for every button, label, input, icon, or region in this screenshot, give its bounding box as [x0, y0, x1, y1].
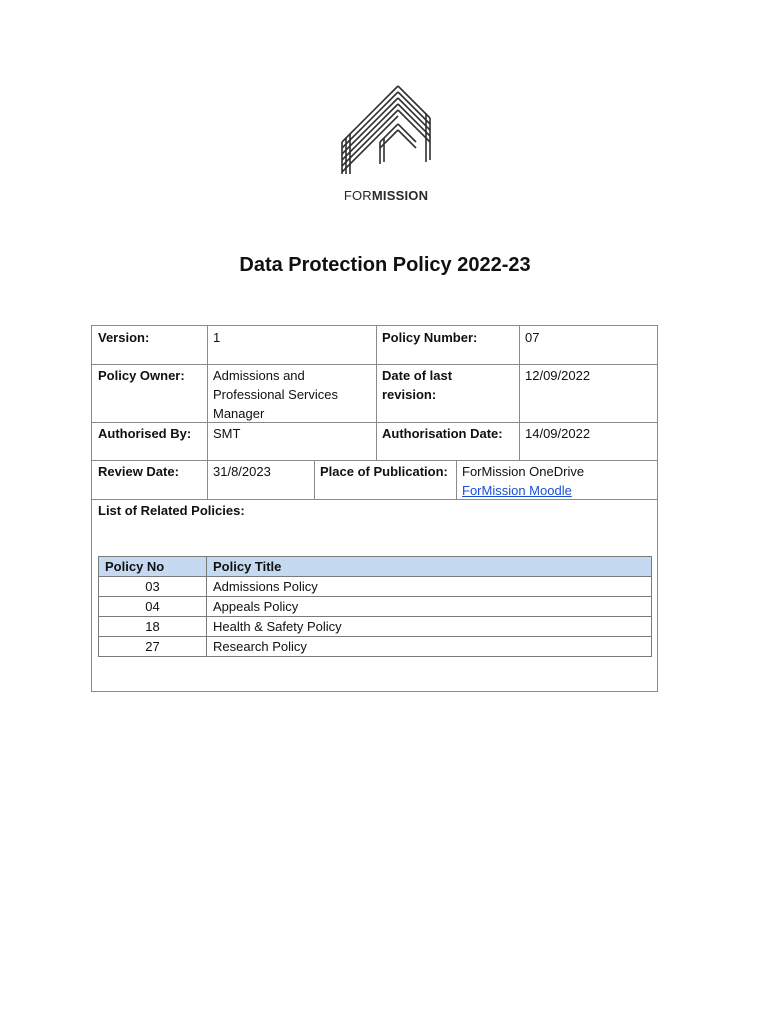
policy-no-cell: 04	[99, 597, 207, 617]
date-last-revision-value: 12/09/2022	[525, 368, 591, 383]
policy-no-cell: 18	[99, 617, 207, 637]
brand-name-part1: FOR	[343, 188, 372, 203]
authorisation-date-label: Authorisation Date:	[382, 426, 503, 441]
policy-no-cell: 27	[99, 637, 207, 657]
policy-no-cell: 03	[99, 577, 207, 597]
policy-owner-label: Policy Owner:	[98, 368, 185, 383]
brand-wordmark	[336, 188, 436, 203]
place-of-publication-value	[456, 460, 657, 502]
date-last-revision-label: Date of last revision:	[382, 368, 453, 402]
related-policies-table	[98, 556, 652, 657]
moodle-link[interactable]: ForMission Moodle	[462, 483, 572, 498]
authorised-by-label: Authorised By:	[98, 426, 192, 441]
review-date-label: Review Date:	[98, 464, 179, 479]
column-header-policy-title: Policy Title	[207, 557, 652, 577]
brand-name-part2: MISSION	[371, 188, 429, 203]
place-of-publication-label: Place of Publication:	[320, 464, 448, 479]
policy-title-cell: Admissions Policy	[207, 577, 652, 597]
policy-details-table	[91, 325, 658, 692]
document-title: Data Protection Policy 2022-23	[239, 254, 531, 276]
table-row	[99, 617, 652, 637]
version-label: Version:	[98, 330, 150, 345]
review-date-value: 31/8/2023	[213, 464, 271, 479]
column-header-policy-no: Policy No	[99, 557, 207, 577]
version-value: 1	[213, 330, 221, 345]
policy-title-cell: Research Policy	[207, 637, 652, 657]
policy-number-label: Policy Number:	[382, 330, 478, 345]
table-row	[99, 637, 652, 657]
related-policies-heading: List of Related Policies:	[98, 503, 245, 518]
policy-number-value: 07	[525, 330, 540, 345]
table-header-row	[99, 557, 652, 577]
policy-title-cell: Appeals Policy	[207, 597, 652, 617]
authorisation-date-value: 14/09/2022	[525, 426, 591, 441]
policy-owner-value: Admissions and Professional Services Manager	[213, 368, 338, 421]
policy-title-cell: Health & Safety Policy	[207, 617, 652, 637]
onedrive-location: ForMission OneDrive	[462, 464, 585, 479]
house-chevron-icon	[336, 82, 436, 187]
authorised-by-value: SMT	[213, 426, 241, 441]
table-row	[99, 577, 652, 597]
table-row	[99, 597, 652, 617]
